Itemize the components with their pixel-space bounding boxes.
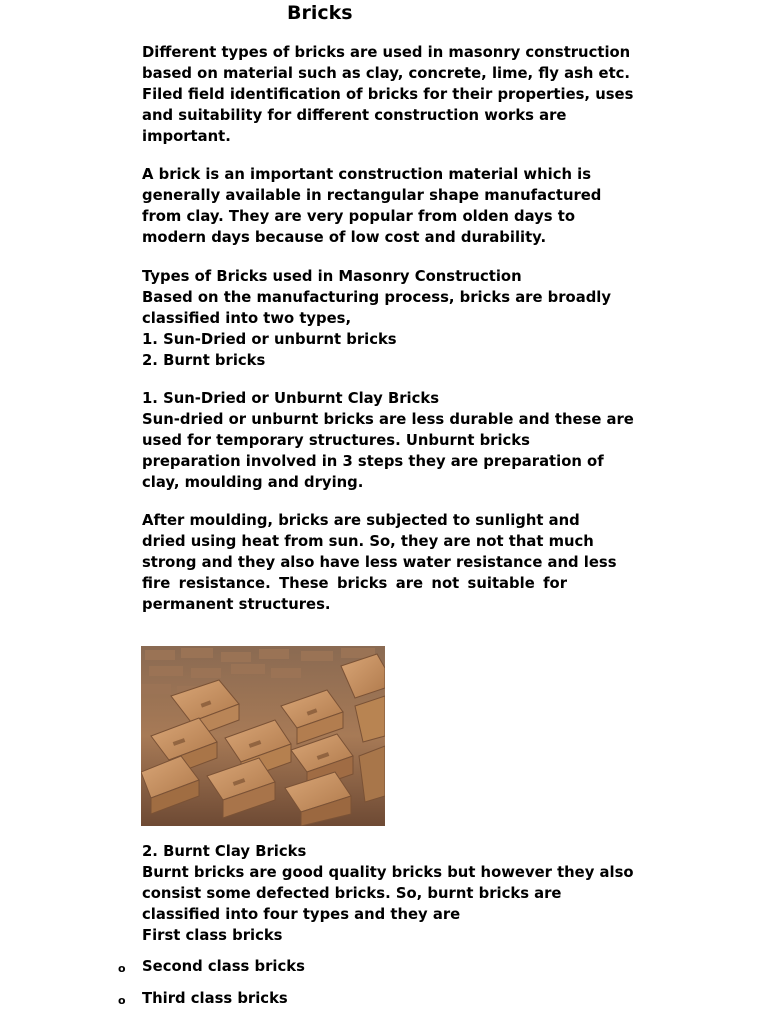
text-line: clay, moulding and drying. xyxy=(142,474,364,491)
text-line: consist some defected bricks. So, burnt bricks are xyxy=(142,885,562,902)
bullet-item xyxy=(142,988,288,1009)
list-item: 1. Sun-Dried or unburnt bricks xyxy=(142,331,397,348)
types-section xyxy=(142,266,611,371)
text-line: modern days because of low cost and durability. xyxy=(142,229,547,246)
moulding-paragraph xyxy=(142,510,617,615)
section-heading: 2. Burnt Clay Bricks xyxy=(142,843,307,860)
list-item: Third class bricks xyxy=(142,990,288,1007)
text-line: A brick is an important construction material which is xyxy=(142,166,592,183)
text-line: preparation involved in 3 steps they are preparation of xyxy=(142,453,604,470)
list-item: First class bricks xyxy=(142,927,283,944)
text-line: based on material such as clay, concrete, lime, fly ash etc. xyxy=(142,65,631,82)
burnt-section xyxy=(142,841,634,946)
list-item: 2. Burnt bricks xyxy=(142,352,266,369)
text-line: from clay. They are very popular from olden days to xyxy=(142,208,575,225)
definition-paragraph xyxy=(142,164,601,248)
text-line: Based on the manufacturing process, bricks are broadly xyxy=(142,289,612,306)
brick-photo-icon xyxy=(141,646,385,826)
sun-dried-section xyxy=(142,388,634,493)
text-line: important. xyxy=(142,128,231,145)
text-line: generally available in rectangular shape manufactured xyxy=(142,187,602,204)
section-heading: 1. Sun-Dried or Unburnt Clay Bricks xyxy=(142,390,440,407)
bullet-item xyxy=(142,956,305,977)
bullet-marker-icon: o xyxy=(118,962,126,975)
text-line: After moulding, bricks are subjected to sunlight and xyxy=(142,512,580,529)
text-line: dried using heat from sun. So, they are not that much xyxy=(142,533,594,550)
bullet-marker-icon: o xyxy=(118,994,126,1007)
text-line: and suitability for different construction works are xyxy=(142,107,567,124)
text-line: Different types of bricks are used in masonry construction xyxy=(142,44,631,61)
text-line: strong and they also have less water resistance and less xyxy=(142,554,617,571)
text-line: used for temporary structures. Unburnt bricks xyxy=(142,432,530,449)
text-line: classified into four types and they are xyxy=(142,906,461,923)
list-item: Second class bricks xyxy=(142,958,305,975)
text-line: fire resistance. These bricks are not suitable for xyxy=(142,575,567,592)
text-line: permanent structures. xyxy=(142,596,331,613)
page-title: Bricks xyxy=(287,2,353,24)
intro-paragraph xyxy=(142,42,633,147)
section-heading: Types of Bricks used in Masonry Construction xyxy=(142,268,522,285)
brick-stack-photo xyxy=(141,646,385,826)
text-line: Burnt bricks are good quality bricks but however they also xyxy=(142,864,634,881)
text-line: classified into two types, xyxy=(142,310,352,327)
text-line: Filed field identification of bricks for their properties, uses xyxy=(142,86,634,103)
text-line: Sun-dried or unburnt bricks are less durable and these are xyxy=(142,411,634,428)
